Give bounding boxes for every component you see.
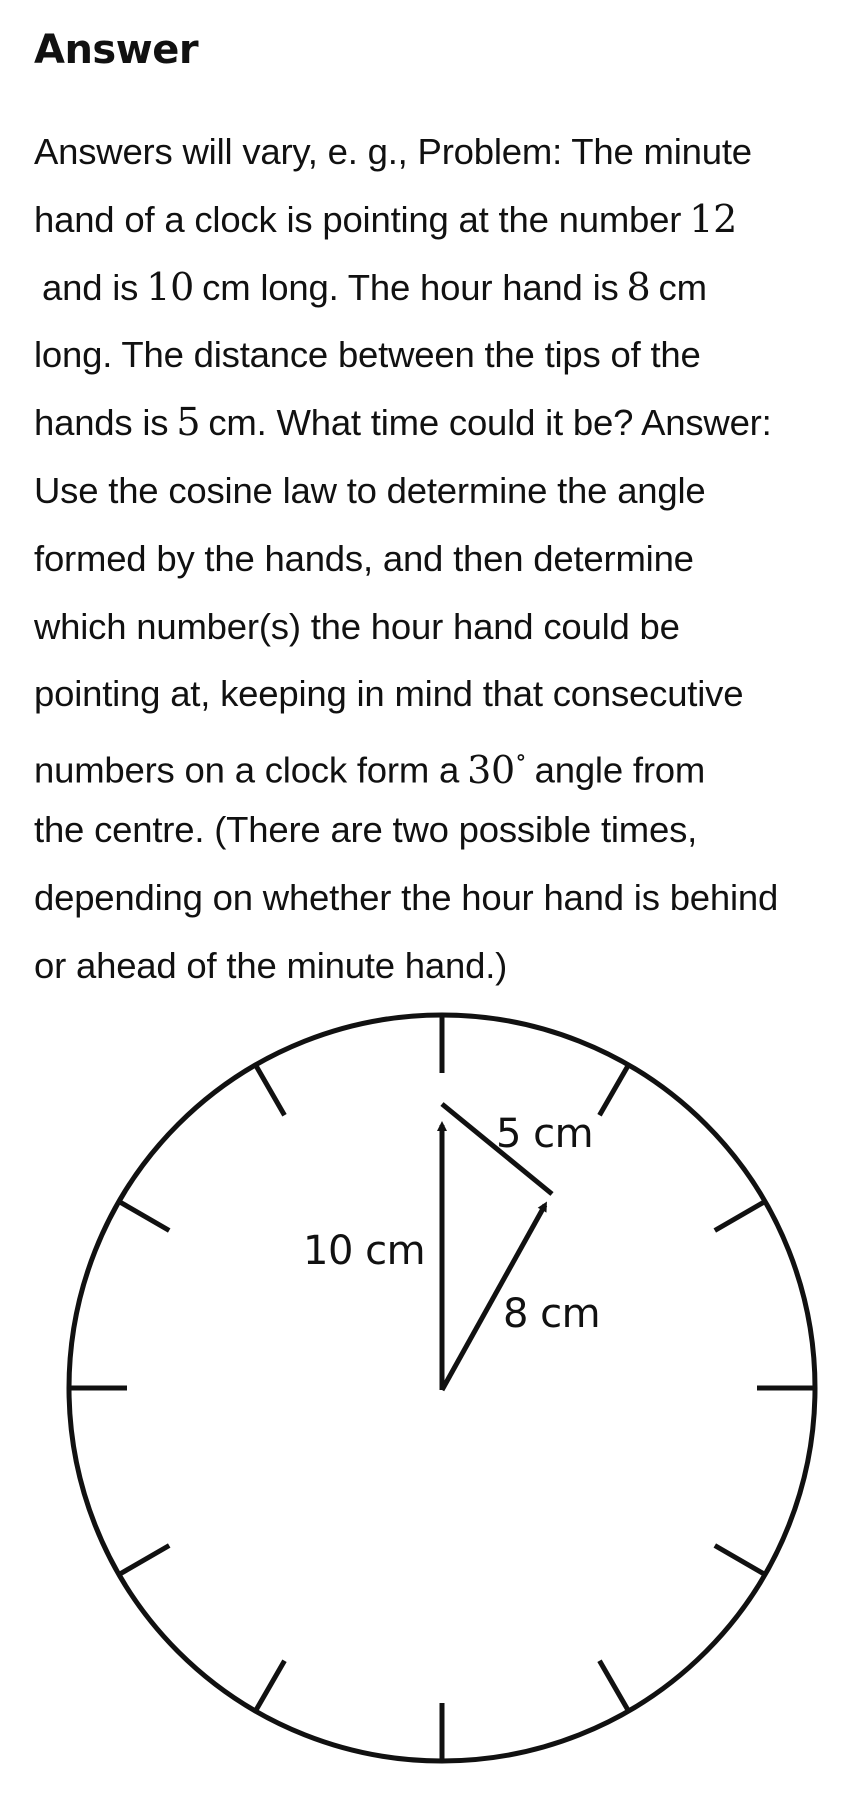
label-tip-distance: 5 cm <box>496 1111 594 1157</box>
answer-line <box>34 660 864 728</box>
tick-11 <box>256 1065 285 1115</box>
text: depending on whether the hour hand is behind <box>34 876 779 918</box>
text: numbers on a clock form a <box>34 749 460 791</box>
answer-line <box>34 254 864 322</box>
math-number: 8 <box>626 264 651 309</box>
text: the centre. (There are two possible times, <box>34 808 698 850</box>
text: which number(s) the hour hand could be <box>34 605 680 647</box>
label-hour-hand: 8 cm <box>503 1291 601 1337</box>
answer-line <box>34 118 864 186</box>
answer-line <box>34 457 864 525</box>
text: formed by the hands, and then determine <box>34 537 694 579</box>
math-number: 5 <box>176 400 201 445</box>
answer-line <box>34 864 864 932</box>
text <box>34 265 42 309</box>
text: Answers will vary, e. g., Problem: The minute <box>34 131 752 172</box>
tick-1 <box>600 1065 629 1115</box>
text: hands is <box>34 402 169 444</box>
tick-7 <box>256 1661 285 1711</box>
math-degrees <box>459 743 535 792</box>
answer-paragraph <box>34 118 864 999</box>
clock-figure <box>0 1000 864 1796</box>
tick-2 <box>715 1202 765 1231</box>
text: or ahead of the minute hand.) <box>34 944 508 986</box>
answer-line <box>34 796 864 864</box>
tick-4 <box>715 1546 765 1575</box>
text: hand of a clock is pointing at the number <box>34 198 682 240</box>
degree-symbol: ∘ <box>515 743 527 772</box>
text: cm long. The hour hand is <box>202 266 619 308</box>
answer-line <box>34 186 864 254</box>
tick-8 <box>119 1546 169 1575</box>
tick-10 <box>119 1202 169 1231</box>
math-number: 30 <box>467 747 516 792</box>
text: pointing at, keeping in mind that consecutive <box>34 673 744 715</box>
text: long. The distance between the tips of the <box>34 334 701 376</box>
math-number: 12 <box>689 196 738 241</box>
answer-line <box>34 593 864 661</box>
answer-line <box>34 321 864 389</box>
text: cm <box>658 266 707 308</box>
tick-5 <box>600 1661 629 1711</box>
text: cm. What time could it be? Answer: <box>208 402 772 444</box>
text: angle from <box>534 749 706 791</box>
answer-line <box>34 525 864 593</box>
answer-line <box>34 389 864 457</box>
answer-heading: Answer <box>34 27 199 73</box>
text: Use the cosine law to determine the angle <box>34 469 706 511</box>
answer-line <box>34 728 864 796</box>
answer-line <box>34 932 864 1000</box>
text: and is <box>42 266 139 308</box>
label-minute-hand: 10 cm <box>303 1228 426 1274</box>
math-number: 10 <box>146 264 195 309</box>
